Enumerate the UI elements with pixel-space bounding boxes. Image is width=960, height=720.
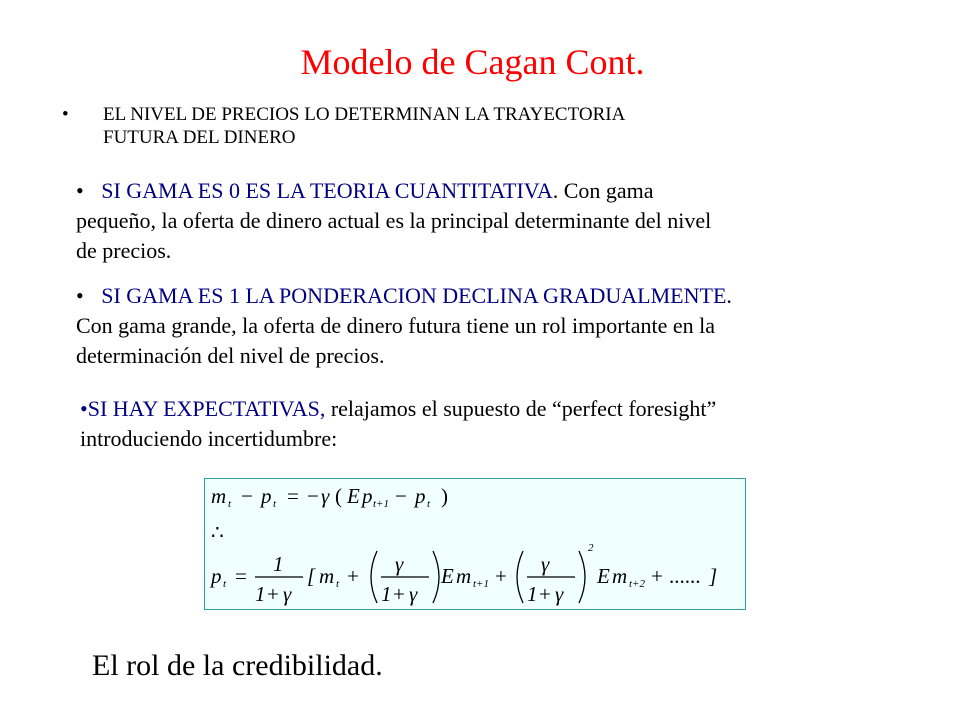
- bullet-line-3: de precios.: [76, 238, 172, 263]
- formula-sub-t: t: [228, 498, 232, 510]
- formula-one: 1: [381, 582, 392, 606]
- formula-plus: +: [495, 564, 507, 588]
- formula-p: p: [261, 484, 272, 508]
- bullet-line-1: [76, 281, 926, 311]
- formula-line-1: [211, 484, 448, 510]
- big-rparen: [433, 551, 439, 603]
- formula-gamma: γ: [409, 582, 418, 606]
- formula-E: E: [597, 564, 610, 588]
- formula-sub-t: t: [427, 498, 431, 510]
- formula-plus: +: [267, 582, 279, 606]
- formula-sub-t1: t+1: [373, 498, 389, 510]
- formula-gamma: γ: [555, 582, 564, 606]
- bullet-dot: •: [62, 104, 69, 125]
- formula-equals: =: [235, 564, 247, 588]
- formula-box: [204, 478, 746, 610]
- formula-square: 2: [588, 542, 594, 554]
- formula-sub-t: t: [223, 578, 227, 590]
- formula-plus: +: [539, 582, 551, 606]
- slide-title: Modelo de Cagan Cont.: [300, 42, 645, 82]
- formula-sub-t: t: [336, 578, 340, 590]
- formula-plus: +: [651, 564, 663, 588]
- bullet-line-1: [80, 394, 930, 424]
- formula-m: m: [211, 484, 227, 508]
- bullet-expectativas: [80, 394, 930, 454]
- bullet-line-2: introduciendo incertidumbre:: [80, 426, 338, 451]
- bullet-precios-trayectoria: [62, 103, 822, 149]
- formula-lbracket: [: [307, 564, 316, 588]
- bullet-dot: •: [80, 396, 88, 421]
- formula-m: m: [456, 564, 472, 588]
- formula-ellipsis: ......: [669, 564, 701, 588]
- formula-p: p: [415, 484, 426, 508]
- formula-p: p: [362, 484, 373, 508]
- formula-svg: [205, 479, 745, 609]
- formula-minus: −: [307, 484, 319, 508]
- bullet-rest-text: .: [726, 283, 732, 308]
- formula-gamma: γ: [283, 582, 292, 606]
- formula-rbracket: ]: [709, 564, 718, 588]
- bullet-text-line-1: EL NIVEL DE PRECIOS LO DETERMINAN LA TRAYECTORIA: [103, 104, 626, 125]
- formula-lparen: (: [335, 484, 342, 508]
- formula-equals: =: [287, 484, 299, 508]
- bullet-line-1: [76, 176, 876, 206]
- formula-sub-t: t: [273, 498, 277, 510]
- formula-one: 1: [255, 582, 266, 606]
- formula-m: m: [612, 564, 628, 588]
- bullet-rest-text: . Con gama: [552, 178, 654, 203]
- bullet-line-2: pequeño, la oferta de dinero actual es la principal determinante del nivel: [76, 208, 712, 233]
- big-lparen: [371, 551, 377, 603]
- bullet-dot: •: [76, 178, 84, 203]
- formula-sub-t1: t+1: [473, 578, 489, 590]
- bullet-dot: •: [76, 283, 84, 308]
- big-lparen: [517, 551, 523, 603]
- formula-gamma: γ: [395, 552, 404, 576]
- bullet-rest-text: relajamos el supuesto de “perfect foresight”: [325, 396, 717, 421]
- formula-one: 1: [273, 552, 284, 576]
- bullet-gama-uno: [76, 281, 926, 371]
- formula-E: E: [441, 564, 454, 588]
- formula-line-3: [209, 542, 717, 606]
- formula-one: 1: [527, 582, 538, 606]
- bullet-text-line-2: FUTURA DEL DINERO: [103, 127, 296, 148]
- formula-plus: +: [393, 582, 405, 606]
- bullet-line-3: determinación del nivel de precios.: [76, 343, 385, 368]
- bullet-bold-text: SI HAY EXPECTATIVAS,: [87, 396, 326, 421]
- bullet-gama-cero: [76, 176, 876, 266]
- formula-minus: −: [241, 484, 253, 508]
- formula-p: p: [211, 564, 222, 588]
- bullet-line-2: Con gama grande, la oferta de dinero futura tiene un rol importante en la: [76, 313, 715, 338]
- bullet-bold-text: SI GAMA ES 0 ES LA TEORIA CUANTITATIVA: [101, 178, 553, 203]
- formula-rparen: ): [441, 484, 448, 508]
- big-rparen: [579, 551, 585, 603]
- formula-therefore: ∴: [211, 522, 224, 544]
- formula-m: m: [319, 564, 335, 588]
- formula-minus: −: [395, 484, 407, 508]
- formula-sub-t2: t+2: [629, 578, 645, 590]
- formula-gamma: γ: [321, 484, 330, 508]
- formula-plus: +: [347, 564, 359, 588]
- formula-gamma: γ: [541, 552, 550, 576]
- footer-credibilidad: El rol de la credibilidad.: [92, 649, 383, 682]
- bullet-bold-text: SI GAMA ES 1 LA PONDERACION DECLINA GRADUALMENTE: [101, 283, 727, 308]
- formula-E: E: [347, 484, 360, 508]
